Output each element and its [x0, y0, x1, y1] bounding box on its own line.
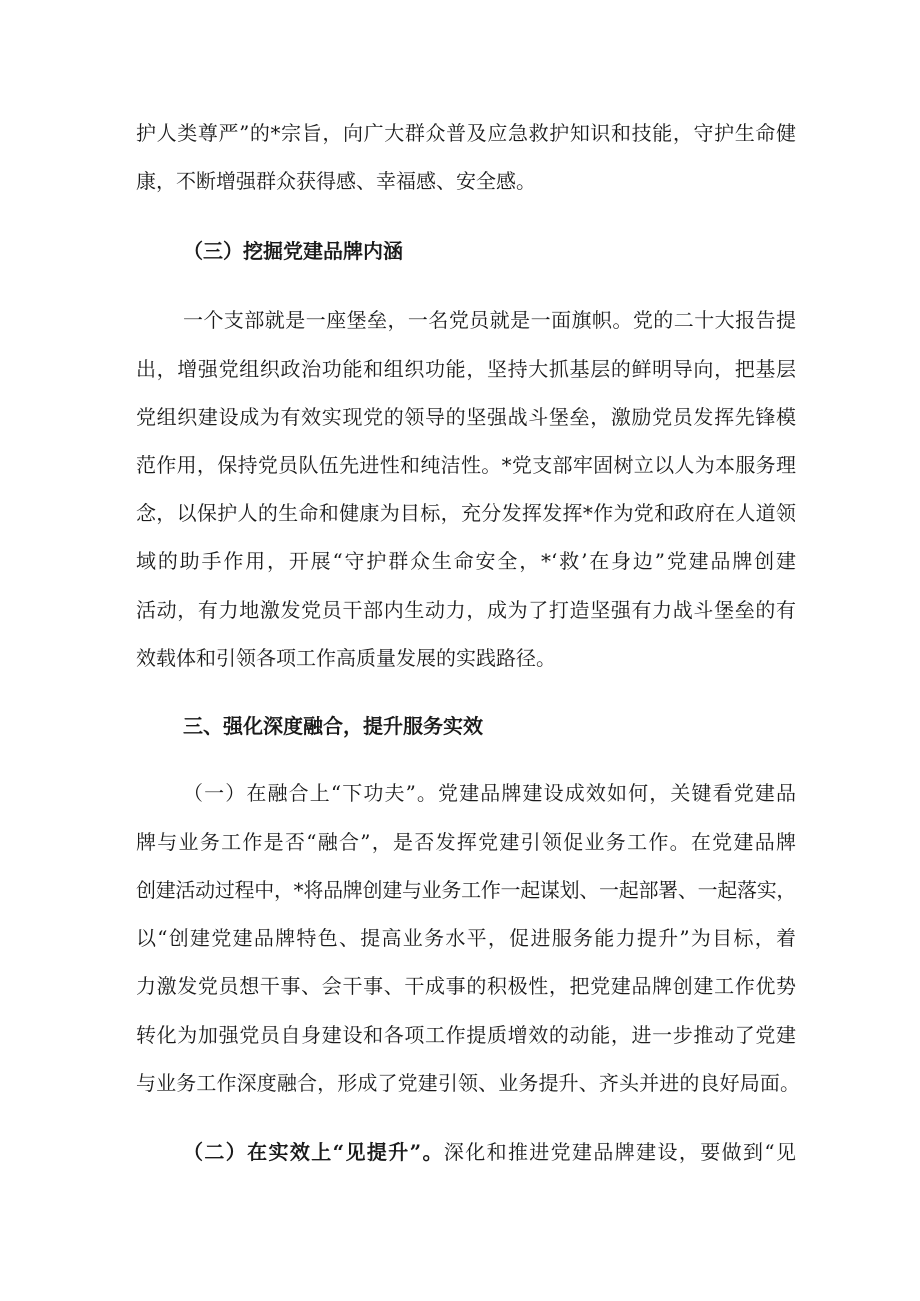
text-line: 一个支部就是一座堡垒，一名党员就是一面旗帜。党的二十大报告提	[183, 308, 796, 332]
section-heading-3: 三、强化深度融合，提升服务实效	[183, 714, 483, 738]
text-line: （一）在融合上“下功夫”。党建品牌建设成效如何，关键看党建品	[183, 781, 796, 805]
text-line: 活动，有力地激发党员干部内生动力，成为了打造坚强有力战斗堡垒的有	[136, 598, 796, 622]
text-line: 与业务工作深度融合，形成了党建引领、业务提升、齐头并进的良好局面。	[136, 1071, 800, 1095]
text-line: 护人类尊严”的*宗旨，向广大群众普及应急救护知识和技能，守护生命健	[136, 121, 796, 145]
text-line: 域的助手作用，开展“守护群众生命安全，*‘救’在身边”党建品牌创建	[136, 549, 796, 573]
text-line: 转化为加强党员自身建设和各项工作提质增效的动能，进一步推动了党建	[136, 1023, 796, 1047]
text-line: 效载体和引领各项工作高质量发展的实践路径。	[136, 646, 556, 670]
text-line: 范作用，保持党员队伍先进性和纯洁性。*党支部牢固树立以人为本服务理	[136, 453, 796, 477]
subheading-3: （三）挖掘党建品牌内涵	[183, 239, 403, 263]
text-run: 深化和推进党建品牌建设，要做到“见	[443, 1140, 796, 1164]
text-line: 力激发党员想干事、会干事、干成事的积极性，把党建品牌创建工作优势	[136, 974, 796, 998]
text-line: 念，以保护人的生命和健康为目标，充分发挥发挥*作为党和政府在人道领	[136, 501, 796, 525]
text-line: 创建活动过程中，*将品牌创建与业务工作一起谋划、一起部署、一起落实，	[136, 878, 796, 902]
subheading-2-inline: （二）在实效上“见提升”。	[183, 1140, 444, 1164]
text-line: 党组织建设成为有效实现党的领导的坚强战斗堡垒，激励党员发挥先锋模	[136, 405, 796, 429]
text-line: 出，增强党组织政治功能和组织功能，坚持大抓基层的鲜明导向，把基层	[136, 357, 796, 381]
text-line: 牌与业务工作是否“融合”，是否发挥党建引领促业务工作。在党建品牌	[136, 830, 796, 854]
text-line: 康，不断增强群众获得感、幸福感、安全感。	[136, 169, 536, 193]
text-line-mixed	[183, 1137, 796, 1167]
text-line: 以“创建党建品牌特色、提高业务水平，促进服务能力提升”为目标，着	[136, 926, 796, 950]
